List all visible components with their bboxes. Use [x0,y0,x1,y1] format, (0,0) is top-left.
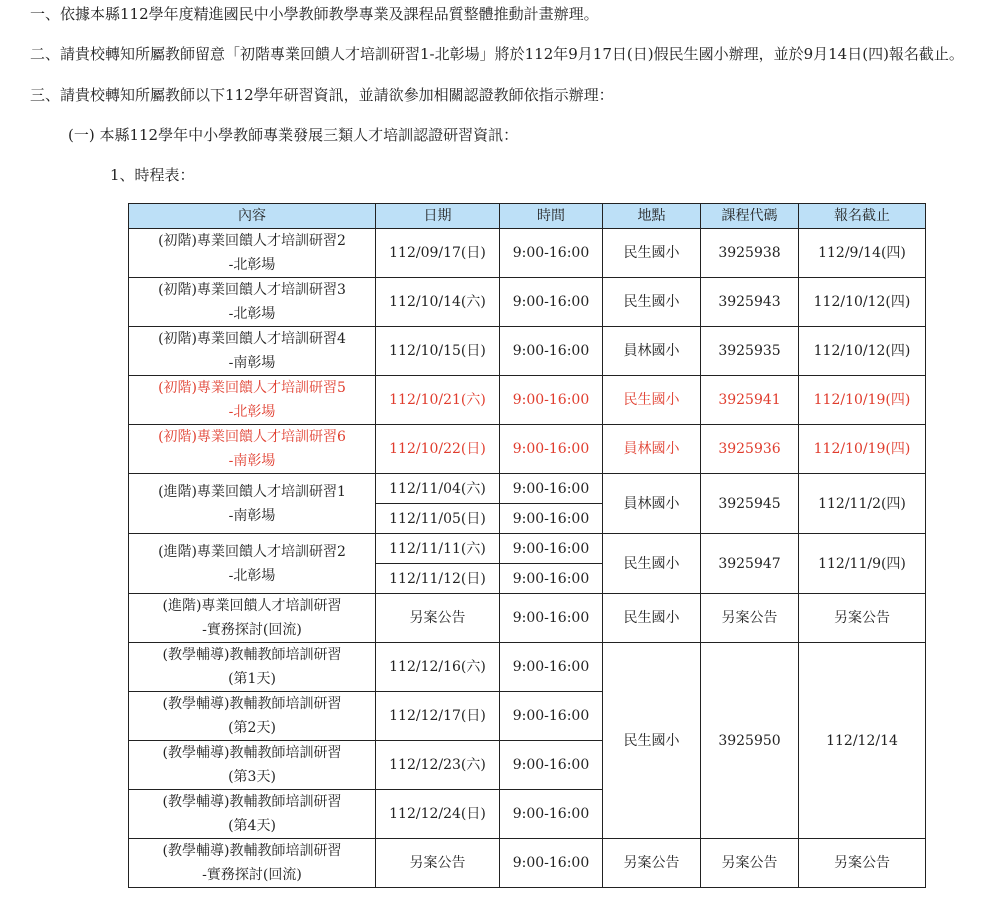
code-cell: 另案公告 [701,839,799,888]
code-cell: 3925936 [701,425,799,474]
course-name: (初階)專業回饋人才培訓研習3 [158,282,346,298]
course-name-cell [129,839,376,888]
course-name: (教學輔導)教輔教師培訓研習 [162,843,342,859]
table-row [129,594,926,643]
course-name-cell [129,229,376,278]
course-name-cell [129,692,376,741]
time-cell: 9:00-16:00 [500,692,603,741]
date-cell: 另案公告 [376,839,500,888]
course-name-cell [129,376,376,425]
course-name-cell [129,741,376,790]
table-row [129,327,926,376]
deadline-cell: 112/9/14(四) [799,229,926,278]
course-session: -南彰場 [228,507,276,524]
course-session: (第3天) [228,769,276,785]
header-code: 課程代碼 [701,204,799,229]
schedule-label: 1、時程表： [110,166,195,184]
deadline-cell: 112/12/14 [799,643,926,839]
time-cell: 9:00-16:00 [500,643,603,692]
date-cell: 112/10/15(日) [376,327,500,376]
table-row [129,229,926,278]
course-name-cell [129,594,376,643]
course-name-cell [129,643,376,692]
time-cell: 9:00-16:00 [500,327,603,376]
place-cell: 民生國小 [603,376,701,425]
date-cell: 112/12/24(日) [376,790,500,839]
deadline-cell: 112/10/12(四) [799,278,926,327]
code-cell: 3925935 [701,327,799,376]
place-cell: 員林國小 [603,425,701,474]
schedule-table [128,203,926,888]
place-cell: 另案公告 [603,839,701,888]
code-cell: 另案公告 [701,594,799,643]
place-cell: 民生國小 [603,534,701,594]
paragraph-2: 二、請貴校轉知所屬教師留意「初階專業回饋人才培訓研習1-北彰場」將於112年9月17日(日)假民生國小辦理，並於9月14日(四)報名截止。 [30,45,964,63]
date-cell: 112/10/22(日) [376,425,500,474]
date-cell: 另案公告 [376,594,500,643]
course-name: (初階)專業回饋人才培訓研習5 [158,380,346,396]
course-name-cell [129,425,376,474]
course-session: -實務探討(回流) [202,622,302,638]
time-cell: 9:00-16:00 [500,474,603,504]
place-cell: 民生國小 [603,229,701,278]
course-session: -南彰場 [228,355,276,371]
code-cell: 3925938 [701,229,799,278]
header-deadline: 報名截止 [799,204,926,229]
course-name: (進階)專業回饋人才培訓研習2 [158,543,346,560]
table-row-highlighted [129,425,926,474]
date-cell: 112/11/11(六) [376,534,500,564]
date-cell: 112/09/17(日) [376,229,500,278]
date-cell: 112/12/23(六) [376,741,500,790]
deadline-cell: 112/10/12(四) [799,327,926,376]
course-session: -北彰場 [228,306,276,322]
course-name: (教學輔導)教輔教師培訓研習 [162,794,342,810]
deadline-cell: 另案公告 [799,839,926,888]
code-cell: 3925947 [701,534,799,594]
course-session: -實務探討(回流) [202,867,302,883]
table-row [129,474,926,504]
time-cell: 9:00-16:00 [500,534,603,564]
table-row [129,278,926,327]
date-cell: 112/11/05(日) [376,504,500,534]
deadline-cell: 112/11/9(四) [799,534,926,594]
code-cell: 3925943 [701,278,799,327]
time-cell: 9:00-16:00 [500,839,603,888]
course-name: (進階)專業回饋人才培訓研習 [162,598,342,614]
place-cell: 民生國小 [603,594,701,643]
course-name: (初階)專業回饋人才培訓研習6 [158,429,346,445]
course-session: (第2天) [228,720,276,736]
table-row [129,534,926,564]
course-session: (第1天) [228,671,276,687]
course-name: (教學輔導)教輔教師培訓研習 [162,696,342,712]
course-session: -北彰場 [228,567,276,584]
table-row-highlighted [129,376,926,425]
place-cell: 員林國小 [603,327,701,376]
code-cell: 3925945 [701,474,799,534]
header-time: 時間 [500,204,603,229]
time-cell: 9:00-16:00 [500,564,603,594]
deadline-cell: 112/11/2(四) [799,474,926,534]
table-row [129,643,926,692]
code-cell: 3925941 [701,376,799,425]
course-name-cell [129,278,376,327]
course-name: (教學輔導)教輔教師培訓研習 [162,745,342,761]
date-cell: 112/12/17(日) [376,692,500,741]
time-cell: 9:00-16:00 [500,741,603,790]
subsection-heading: (一) 本縣112學年中小學教師專業發展三類人才培訓認證研習資訊： [68,126,519,144]
course-name: (初階)專業回饋人才培訓研習2 [158,233,346,249]
code-cell: 3925950 [701,643,799,839]
time-cell: 9:00-16:00 [500,376,603,425]
date-cell: 112/11/04(六) [376,474,500,504]
deadline-cell: 112/10/19(四) [799,376,926,425]
header-date: 日期 [376,204,500,229]
course-name: (教學輔導)教輔教師培訓研習 [162,647,342,663]
course-session: (第4天) [228,818,276,834]
time-cell: 9:00-16:00 [500,594,603,643]
date-cell: 112/10/14(六) [376,278,500,327]
deadline-cell: 112/10/19(四) [799,425,926,474]
time-cell: 9:00-16:00 [500,278,603,327]
time-cell: 9:00-16:00 [500,425,603,474]
header-content: 內容 [129,204,376,229]
paragraph-3: 三、請貴校轉知所屬教師以下112學年研習資訊，並請欲參加相關認證教師依指示辦理： [30,86,614,104]
course-name-cell [129,534,376,594]
place-cell: 員林國小 [603,474,701,534]
place-cell: 民生國小 [603,278,701,327]
time-cell: 9:00-16:00 [500,504,603,534]
date-cell: 112/10/21(六) [376,376,500,425]
course-name: (初階)專業回饋人才培訓研習4 [158,331,346,347]
place-cell: 民生國小 [603,643,701,839]
date-cell: 112/12/16(六) [376,643,500,692]
course-session: -南彰場 [228,453,276,469]
course-name: (進階)專業回饋人才培訓研習1 [158,483,346,500]
deadline-cell: 另案公告 [799,594,926,643]
time-cell: 9:00-16:00 [500,790,603,839]
course-name-cell [129,790,376,839]
paragraph-1: 一、依據本縣112學年度精進國民中小學教師教學專業及課程品質整體推動計畫辦理。 [30,5,599,23]
table-header-row [129,204,926,229]
course-session: -北彰場 [228,404,276,420]
table-row [129,839,926,888]
course-name-cell [129,474,376,534]
course-name-cell [129,327,376,376]
header-place: 地點 [603,204,701,229]
course-session: -北彰場 [228,257,276,273]
date-cell: 112/11/12(日) [376,564,500,594]
time-cell: 9:00-16:00 [500,229,603,278]
